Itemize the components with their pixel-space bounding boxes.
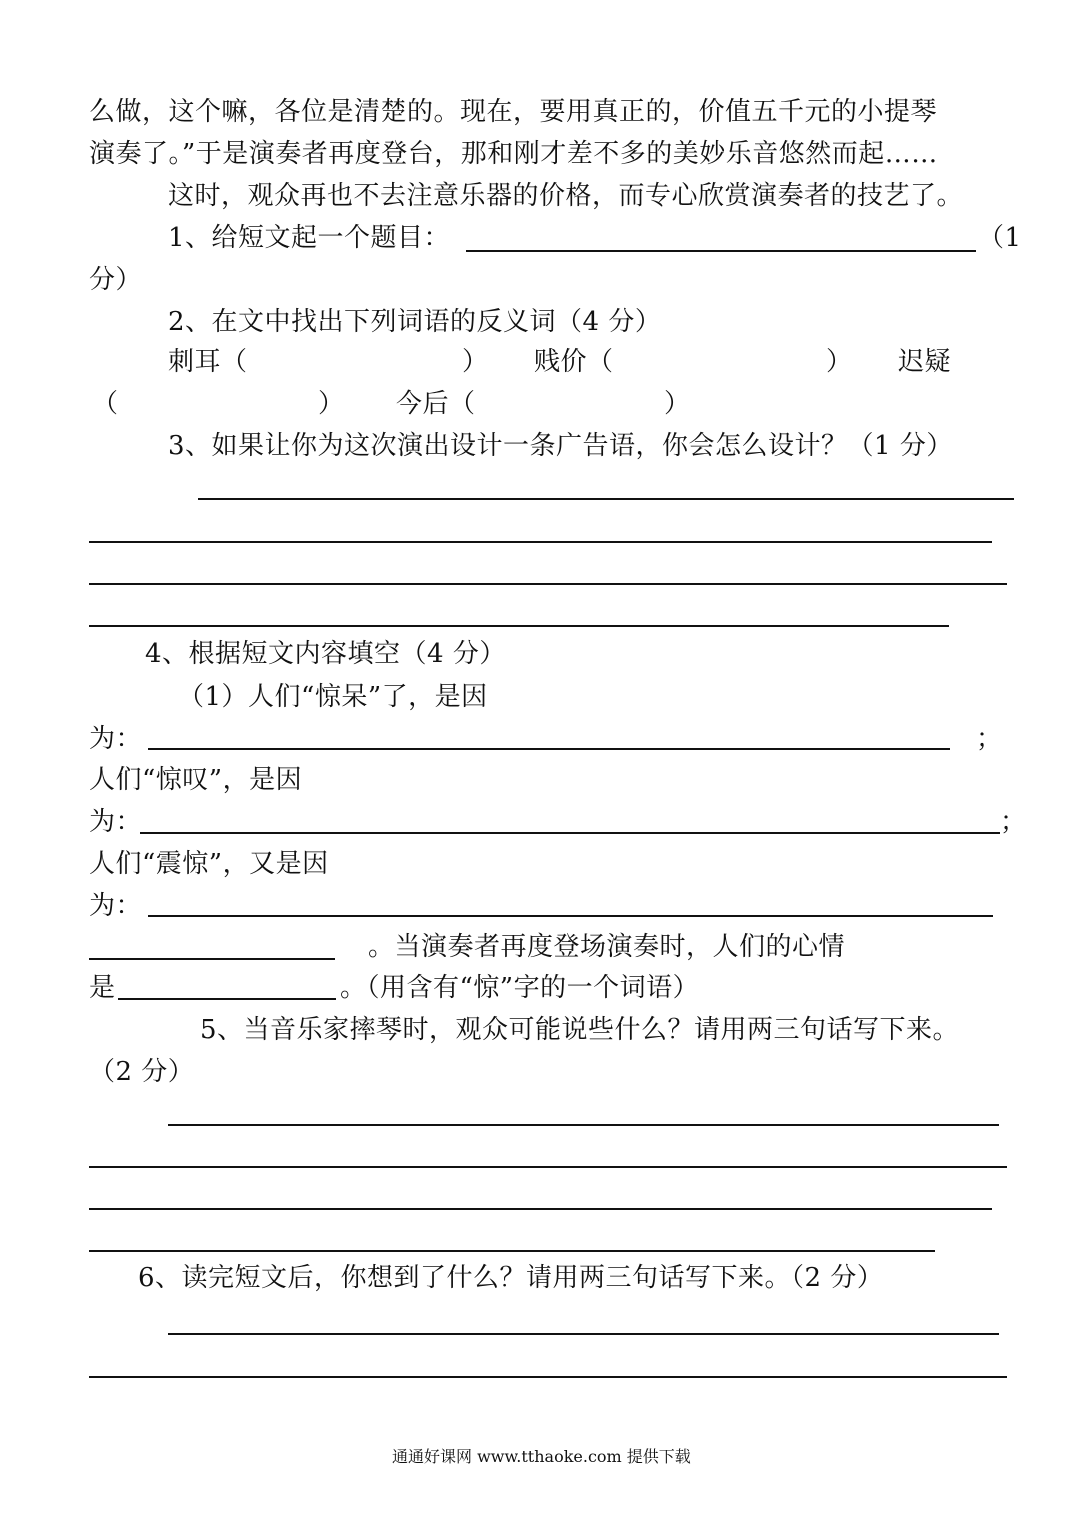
answer-line[interactable]	[148, 915, 993, 917]
question-6: 6、读完短文后，你想到了什么？请用两三句话写下来。（2 分）	[138, 1263, 884, 1293]
answer-line[interactable]	[148, 748, 950, 750]
passage-line: 么做，这个嘛，各位是清楚的。现在，要用真正的，价值五千元的小提琴	[89, 97, 938, 127]
antonym-word: 刺耳（	[168, 347, 248, 377]
semicolon: ；	[976, 724, 1003, 754]
question-5: 5、当音乐家摔琴时，观众可能说些什么？请用两三句话写下来。	[200, 1015, 960, 1045]
answer-line[interactable]	[118, 998, 336, 1000]
label-is: 是	[89, 973, 116, 1003]
label-because: 为：	[89, 891, 143, 921]
answer-line[interactable]	[89, 1250, 935, 1252]
score-label: 分）	[89, 265, 143, 295]
answer-line[interactable]	[89, 583, 1007, 585]
label-because: 为：	[89, 807, 143, 837]
antonym-word: 今后（	[396, 389, 476, 419]
score-label: （1	[978, 223, 1022, 253]
question-3: 3、如果让你为这次演出设计一条广告语，你会怎么设计？（1 分）	[168, 431, 953, 461]
answer-line[interactable]	[466, 250, 976, 252]
question-2: 2、在文中找出下列词语的反义词（4 分）	[168, 307, 662, 337]
antonym-bracket: ）	[826, 347, 853, 377]
answer-line[interactable]	[89, 625, 949, 627]
antonym-bracket: ）	[318, 389, 345, 419]
question-4-part: 人们“震惊”，又是因	[89, 849, 329, 879]
answer-line[interactable]	[89, 1208, 992, 1210]
passage-line: 这时，观众再也不去注意乐器的价格，而专心欣赏演奏者的技艺了。	[168, 181, 964, 211]
antonym-word: 贱价（	[534, 347, 614, 377]
answer-line[interactable]	[168, 1333, 999, 1335]
question-4-part: 。（用含有“惊”字的一个词语）	[340, 973, 700, 1003]
question-4-part: （1）人们“惊呆”了，是因	[178, 682, 488, 712]
antonym-bracket: （	[92, 389, 119, 419]
score-label: （2 分）	[89, 1057, 195, 1087]
answer-line[interactable]	[89, 541, 992, 543]
passage-line: 演奏了。”于是演奏者再度登台，那和刚才差不多的美妙乐音悠然而起……	[89, 139, 938, 169]
antonym-bracket: ）	[664, 389, 691, 419]
label-because: 为：	[89, 724, 143, 754]
question-4: 4、根据短文内容填空（4 分）	[145, 639, 506, 669]
answer-line[interactable]	[89, 1166, 1007, 1168]
question-4-part: 。当演奏者再度登场演奏时，人们的心情	[368, 932, 846, 962]
answer-line[interactable]	[168, 1124, 999, 1126]
footer-text: 通通好课网 www.tthaoke.com 提供下载	[392, 1447, 691, 1466]
semicolon: ；	[1000, 807, 1027, 837]
question-4-part: 人们“惊叹”，是因	[89, 765, 303, 795]
answer-line[interactable]	[89, 958, 335, 960]
answer-line[interactable]	[140, 832, 1000, 834]
answer-line[interactable]	[89, 1376, 1007, 1378]
antonym-word: 迟疑	[898, 347, 952, 377]
answer-line[interactable]	[198, 498, 1014, 500]
question-1: 1、给短文起一个题目：	[168, 223, 451, 253]
antonym-bracket: ）	[462, 347, 489, 377]
